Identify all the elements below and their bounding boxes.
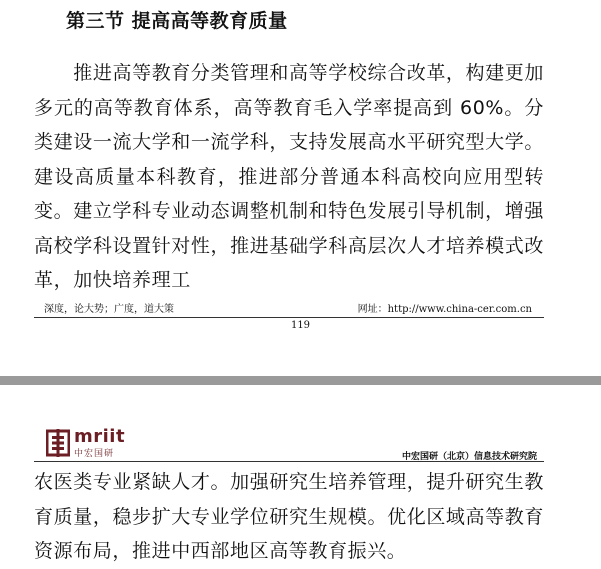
logo-text-en: mriit [74,426,126,447]
footer-website: 网址：http://www.china-cer.com.cn [357,304,532,315]
logo-mark-icon [46,429,70,457]
document-page-bottom [0,385,601,569]
section-title: 第三节 提高高等教育质量 [66,10,288,32]
mriit-logo [46,426,156,459]
body-paragraph-continued: 农医类专业紧缺人才。加强研究生培养管理，提升研究生教育质量，稳步扩大专业学位研究生规模。优化区域高等教育资源布局，推进中西部地区高等教育振兴。 [34,471,544,562]
institute-name: 中宏国研（北京）信息技术研究院 [401,452,537,462]
page-divider [0,376,601,385]
header-rule [34,461,544,462]
logo-text-cn: 中宏国研 [74,449,115,459]
body-paragraph: 推进高等教育分类管理和高等学校综合改革，构建更加多元的高等教育体系，高等教育毛入学率提高到 60%。分类建设一流大学和一流学科，支持发展高水平研究型大学。建设高质量本科教育，推进部分普通本科高校向应用型转变。建立学科专业动态调整机制和特色发展引导机制，增强高校学科设置针对性，推进基础学科高层次人才培养模式改革，加快培养理工 [34,62,544,291]
footer-slogan: 深度，论大势；广度，道大策 [44,304,174,315]
page-footer [34,297,544,318]
page-number: 119 [290,320,311,331]
